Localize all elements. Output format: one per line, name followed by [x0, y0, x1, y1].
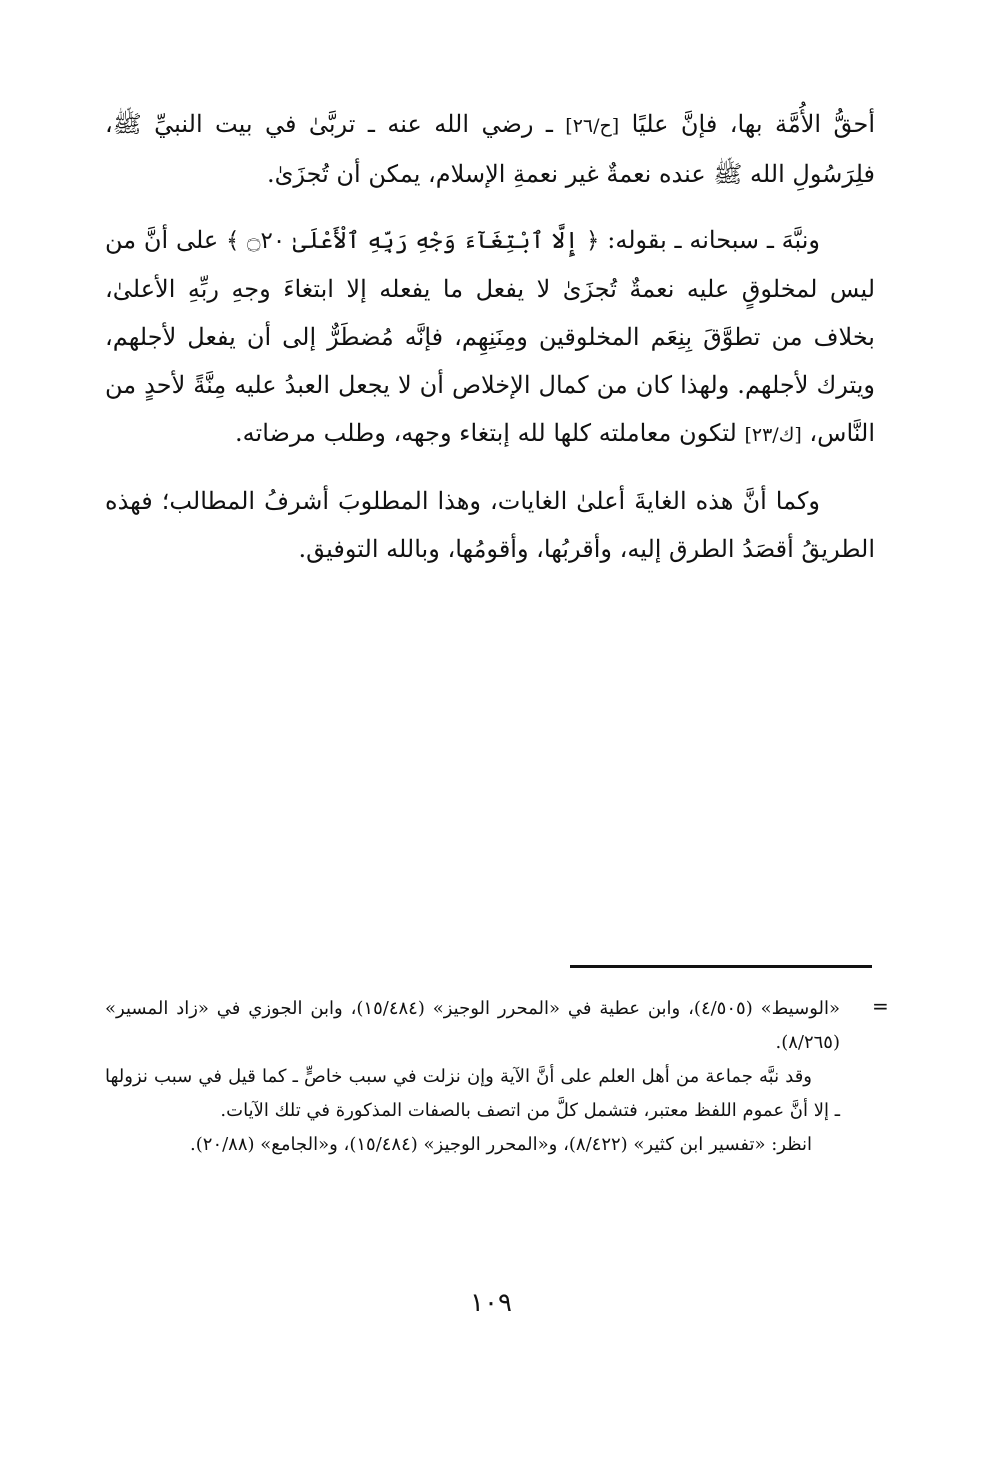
footnote-line-2: وقد نبَّه جماعة من أهل العلم على أنَّ الآية وإن نزلت في سبب خاصٍّ ـ كما قيل في سبب نزولها ـ إلا أنَّ عموم اللفظ معتبر، فتشمل كلَّ من اتصف بالصفات المذكورة في تلك الآيات. [105, 1066, 840, 1121]
p1-text-a: أحقُّ الأُمَّة بها، فإنَّ عليًا [619, 110, 875, 138]
footnote-separator [570, 965, 872, 968]
p1-manuscript-ref: [ح/٢٦] [565, 115, 620, 137]
footnote-line-1: «الوسيط» (٤/٥٠٥)، وابن عطية في «المحرر الوجيز» (١٥/٤٨٤)، وابن الجوزي في «زاد المسير» (٨/٢٦٥). [105, 998, 840, 1053]
footnote-line-3: انظر: «تفسير ابن كثير» (٨/٤٢٢)، و«المحرر الوجيز» (١٥/٤٨٤)، و«الجامع» (٢٠/٨٨). [190, 1134, 812, 1155]
p2-text-a: ونبَّهَ ـ سبحانه ـ بقوله: [599, 226, 821, 254]
paragraph-1 [105, 100, 875, 198]
paragraph-3: وكما أنَّ هذه الغايةَ أعلىٰ الغايات، وهذا المطلوبَ أشرفُ المطالب؛ فهذه الطريقُ أقصَدُ الطرق إليه، وأقربُها، وأقومُها، وبالله التوفيق. [105, 487, 875, 563]
quran-verse: ﴿ إِلَّا ٱبْتِغَآءَ وَجْهِ رَبِّهِ ٱلْأَعْلَىٰ ۝٢٠ ﴾ [226, 228, 600, 254]
paragraph-2 [105, 216, 875, 459]
footnote-continuation-mark: = [872, 994, 889, 1018]
p2-text-b: على أنَّ من ليس لمخلوقٍ عليه نعمةٌ تُجزَىٰ لا يفعل ما يفعله إلا ابتغاءَ وجهِ ربِّهِ الأعلىٰ، بخلاف من تطوَّقَ بِنِعَم المخلوقين ومِنَنِهِم، فإنَّه مُضطَرٌّ إلى أن يفعل لأجلهم، ويترك لأجلهم. ولهذا كان من كمال الإخلاص أن لا يجعل العبدُ عليه مِنَّةً لأحدٍ من النَّاس، [105, 226, 875, 447]
main-text [105, 100, 875, 591]
footnotes [105, 992, 840, 1162]
p2-manuscript-ref: [ك/٢٣] [744, 424, 802, 446]
p1-text-b: ـ رضي الله عنه ـ تربَّىٰ في بيت النبيِّ ﷺ، فلِرَسُولِ الله ﷺ عنده نعمةٌ غير نعمةِ الإسلام، يمكن أن تُجزَىٰ. [105, 110, 875, 188]
page-number: ١٠٩ [470, 1288, 512, 1318]
p2-text-c: لتكون معاملته كلها لله إبتغاء وجهه، وطلب مرضاته. [235, 419, 745, 447]
